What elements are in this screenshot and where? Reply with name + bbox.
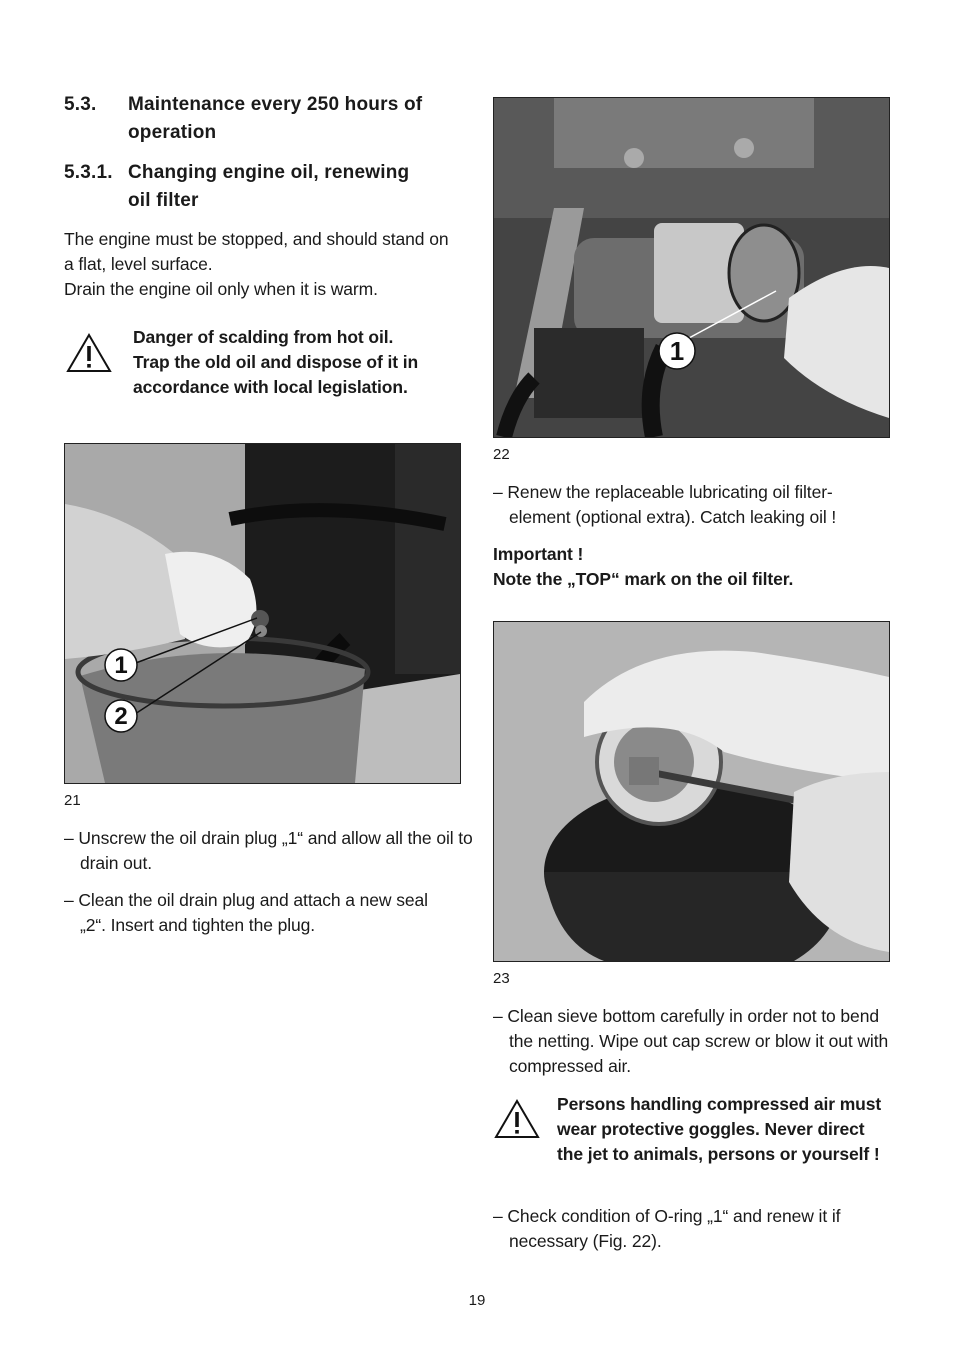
warning-triangle-icon xyxy=(494,1099,540,1139)
section-title: Maintenance every 250 hours of operation xyxy=(128,94,423,143)
bullet-check-o-ring: – Check condition of O-ring „1“ and renew it if necessary (Fig. 22). xyxy=(493,1206,841,1251)
warning-triangle-icon xyxy=(66,333,112,373)
important-text: Note the „TOP“ mark on the oil filter. xyxy=(493,569,794,589)
section-number: 5.3.1. xyxy=(64,162,113,183)
section-heading-5-3 xyxy=(64,91,464,151)
page-number: 19 xyxy=(468,1292,486,1309)
figure-23-sieve-cleaning-photo xyxy=(493,621,890,962)
bullet-clean-sieve: – Clean sieve bottom carefully in order not to bend the netting. Wipe out cap screw or blow it out with compressed air. xyxy=(493,1006,889,1076)
section-number: 5.3. xyxy=(64,94,97,115)
intro-paragraph xyxy=(64,227,459,302)
section-heading-5-3-1 xyxy=(64,159,464,219)
warning-compressed-air: Persons handling compressed air must wear protective goggles. Never direct the jet to animals, persons or yourself ! xyxy=(557,1094,882,1164)
figure-callout-1: 1 xyxy=(114,652,128,679)
important-title: Important ! xyxy=(493,544,584,564)
figure-callout-2: 2 xyxy=(114,703,128,730)
important-note xyxy=(493,542,883,592)
warning-scalding: Danger of scalding from hot oil. Trap the old oil and dispose of it in accordance with local legislation. xyxy=(133,327,419,397)
figure-22-oil-filter-photo xyxy=(493,97,890,438)
bullet-unscrew-plug: – Unscrew the oil drain plug „1“ and allow all the oil to drain out. xyxy=(64,828,473,873)
figure-21-drain-plug-photo xyxy=(64,443,461,784)
bullet-clean-plug: – Clean the oil drain plug and attach a new seal „2“. Insert and tighten the plug. xyxy=(64,890,428,935)
figure-caption: 21 xyxy=(64,792,81,809)
intro-line: The engine must be stopped, and should stand on a flat, level surface. xyxy=(64,229,449,274)
bullet-renew-filter: – Renew the replaceable lubricating oil filter-element (optional extra). Catch leaking oil ! xyxy=(493,482,837,527)
intro-line: Drain the engine oil only when it is warm. xyxy=(64,279,378,299)
figure-caption: 23 xyxy=(493,970,510,987)
figure-callout-1: 1 xyxy=(669,336,685,366)
section-title: Changing engine oil, renewing oil filter xyxy=(128,162,410,211)
figure-caption: 22 xyxy=(493,446,510,463)
